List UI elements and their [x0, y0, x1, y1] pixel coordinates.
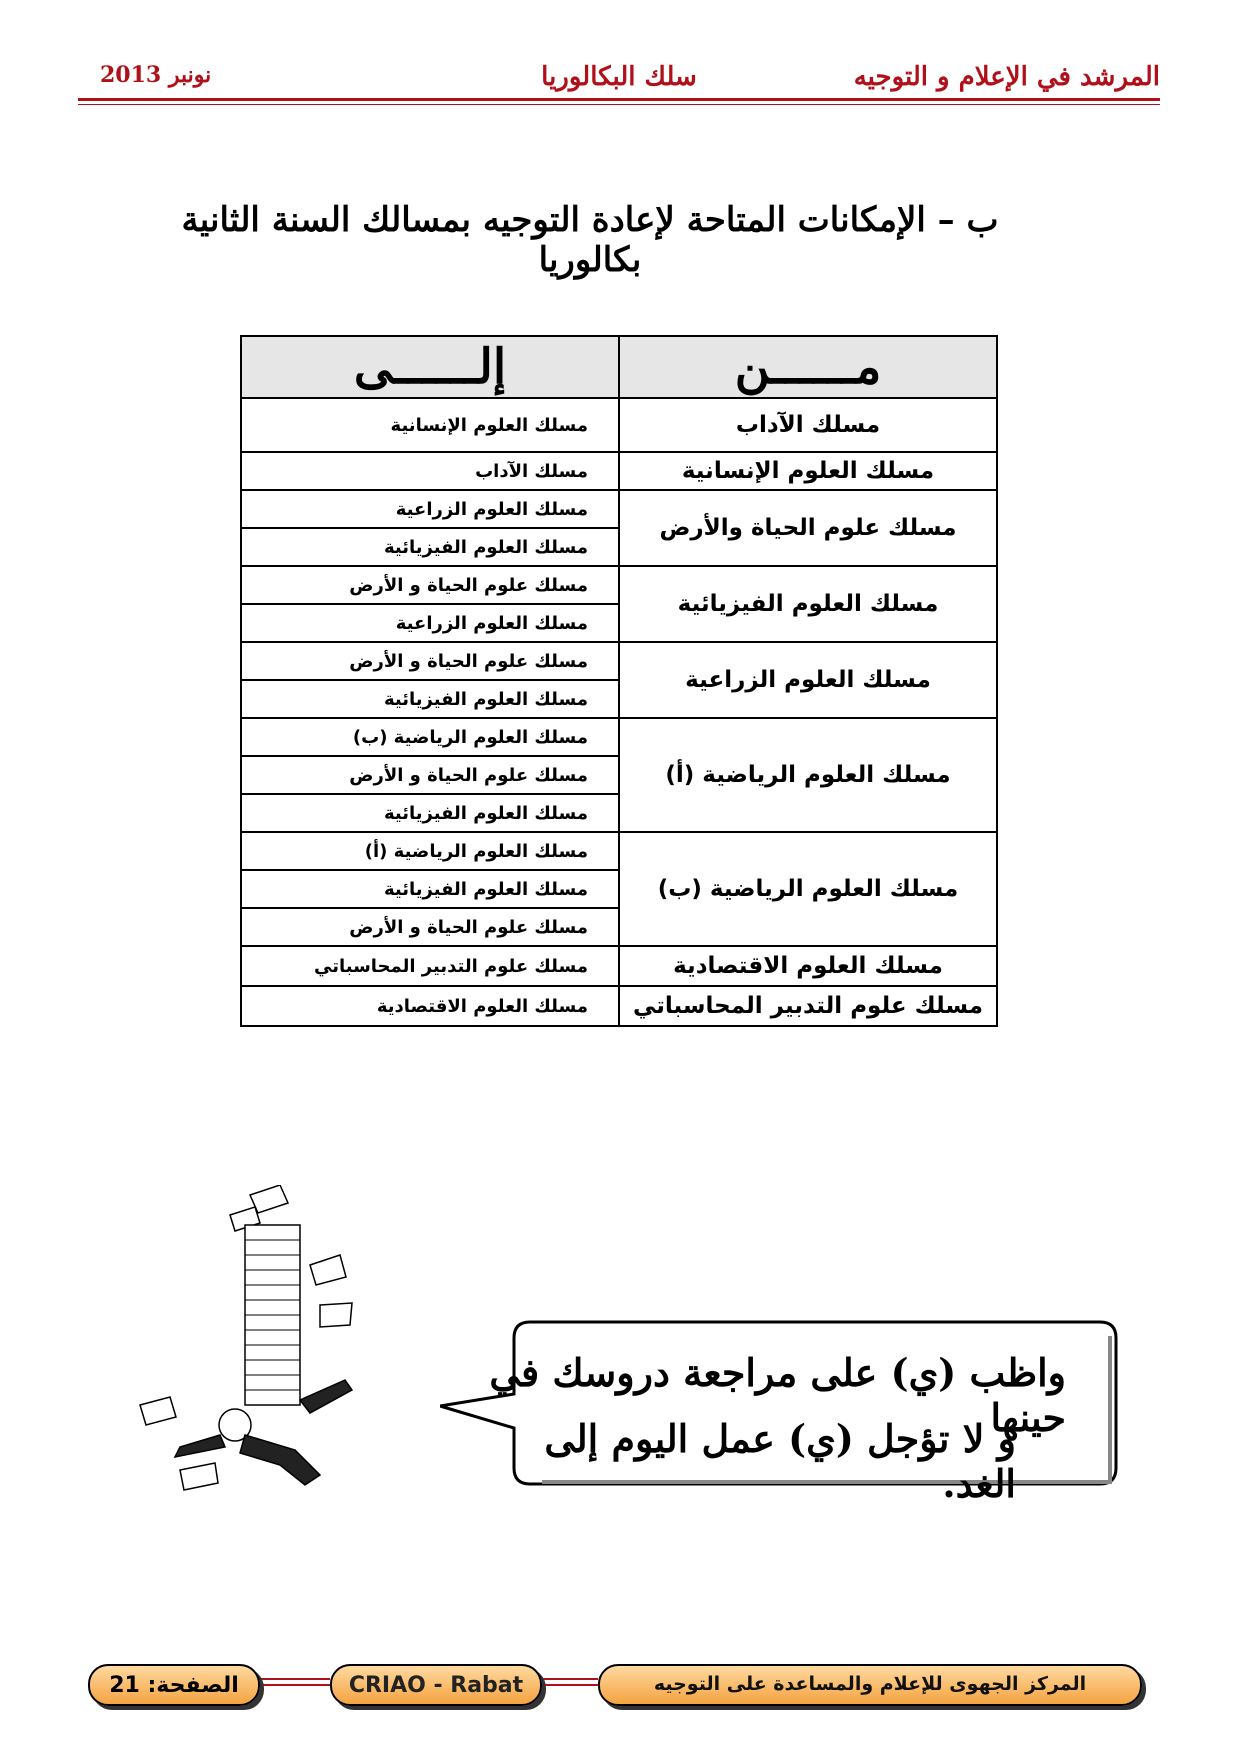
to-cell: مسلك العلوم الإنسانية: [241, 398, 619, 452]
table-row: [241, 718, 997, 756]
header-guide-title: المرشد في الإعلام و التوجيه: [853, 62, 1160, 92]
to-cell: مسلك العلوم الفيزيائية: [241, 870, 619, 908]
to-cell: مسلك علوم الحياة و الأرض: [241, 908, 619, 946]
center-label: CRIAO - Rabat: [348, 1673, 524, 1698]
to-cell: مسلك العلوم الزراعية: [241, 490, 619, 528]
col-from-header: مــــــن: [619, 336, 997, 398]
header-cycle: سلك البكالوريا: [541, 62, 697, 92]
from-cell: مسلك العلوم الاقتصادية: [619, 946, 997, 986]
to-cell: مسلك العلوم الفيزيائية: [241, 680, 619, 718]
reorientation-table: [240, 335, 998, 1027]
footer-rail: [540, 1684, 598, 1686]
to-cell: مسلك العلوم الفيزيائية: [241, 528, 619, 566]
page-number-label: الصفحة: 21: [109, 1673, 239, 1698]
footer-rail: [258, 1678, 330, 1680]
to-cell: مسلك علوم التدبير المحاسباتي: [241, 946, 619, 986]
page-header: [78, 58, 1160, 98]
to-cell: مسلك العلوم الرياضية (ب): [241, 718, 619, 756]
from-cell: مسلك العلوم الرياضية (ب): [619, 832, 997, 946]
bubble-line-1: واظب (ي) على مراجعة دروسك في حينها: [489, 1350, 1066, 1440]
header-rule: [78, 98, 1160, 101]
from-cell: مسلك العلوم الزراعية: [619, 642, 997, 718]
header-rule-thin: [78, 104, 1160, 105]
speech-bubble: [486, 1322, 1116, 1506]
section-title: ب – الإمكانات المتاحة لإعادة التوجيه بمسالك السنة الثانية بكالوريا: [181, 200, 999, 280]
to-cell: مسلك الآداب: [241, 452, 619, 490]
table-row: [241, 986, 997, 1026]
org-badge: [598, 1664, 1142, 1706]
page-footer: [88, 1662, 1150, 1710]
to-cell: مسلك علوم الحياة و الأرض: [241, 642, 619, 680]
org-label: المركز الجهوى للإعلام والمساعدة على التوجيه: [653, 1673, 1087, 1695]
table-row: [241, 642, 997, 680]
from-cell: مسلك العلوم الإنسانية: [619, 452, 997, 490]
col-to-header: إلــــــى: [241, 336, 619, 398]
table-row: [241, 490, 997, 528]
footer-rail: [540, 1678, 598, 1680]
footer-rail: [258, 1684, 330, 1686]
page-number-badge: [88, 1664, 260, 1706]
from-cell: مسلك علوم التدبير المحاسباتي: [619, 986, 997, 1026]
from-cell: مسلك الآداب: [619, 398, 997, 452]
to-cell: مسلك العلوم الرياضية (أ): [241, 832, 619, 870]
table-row: [241, 566, 997, 604]
from-cell: مسلك العلوم الرياضية (أ): [619, 718, 997, 832]
from-cell: مسلك علوم الحياة والأرض: [619, 490, 997, 566]
to-cell: مسلك علوم الحياة و الأرض: [241, 566, 619, 604]
table-header-row: [241, 336, 997, 398]
to-cell: مسلك العلوم الاقتصادية: [241, 986, 619, 1026]
center-badge: [330, 1664, 542, 1706]
paper-stack-illustration: [120, 1185, 400, 1505]
bubble-line-2: و لا تؤجل (ي) عمل اليوم إلى الغد.: [544, 1416, 1016, 1506]
to-cell: مسلك العلوم الزراعية: [241, 604, 619, 642]
table-row: [241, 832, 997, 870]
to-cell: مسلك العلوم الفيزيائية: [241, 794, 619, 832]
from-cell: مسلك العلوم الفيزيائية: [619, 566, 997, 642]
table-row: [241, 946, 997, 986]
to-cell: مسلك علوم الحياة و الأرض: [241, 756, 619, 794]
table-row: [241, 398, 997, 452]
header-date: نونبر 2013: [100, 62, 212, 88]
table-row: [241, 452, 997, 490]
